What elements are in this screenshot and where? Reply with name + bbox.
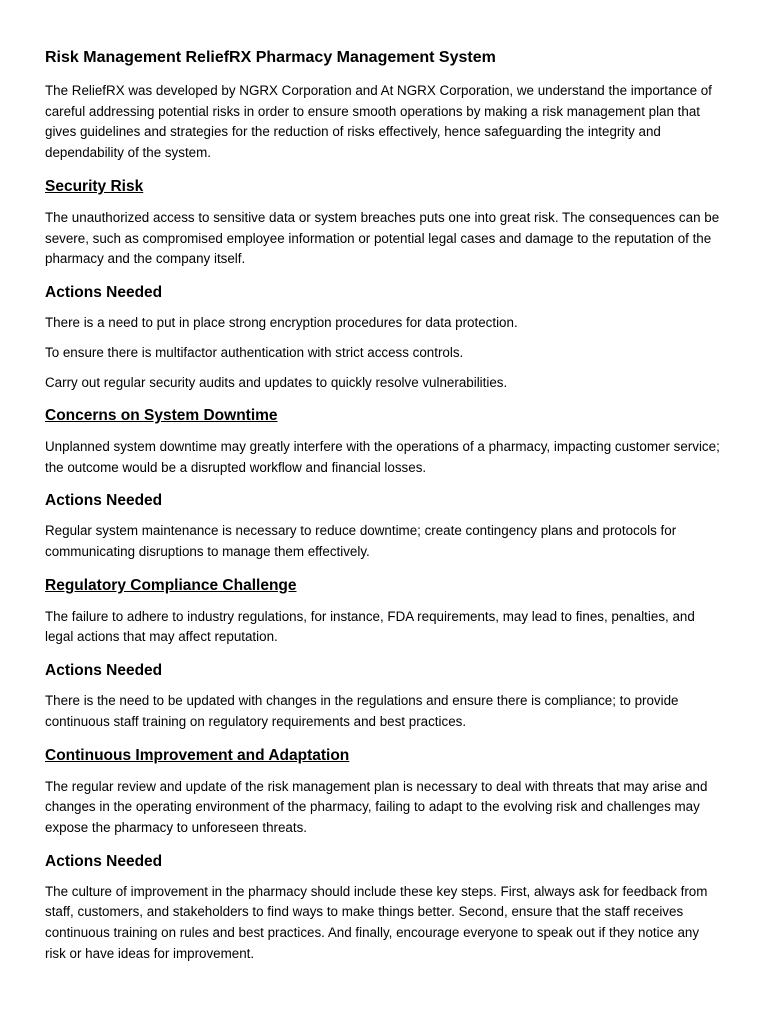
section-system-downtime xyxy=(45,405,723,563)
actions-heading: Actions Needed xyxy=(45,492,163,510)
section-heading: Security Risk xyxy=(45,177,144,195)
section-body: The failure to adhere to industry regulations, for instance, FDA requirements, may lead to fines, penalties, and legal actions that may affect reputation. xyxy=(45,608,695,645)
section-security-risk xyxy=(45,176,723,393)
section-body: The unauthorized access to sensitive data or system breaches puts one into great risk. The consequences can be severe, such as compromised employee information or potential legal cases and damage to the reputation of the pharmacy and the company itself. xyxy=(45,209,720,267)
section-continuous-improvement xyxy=(45,745,723,965)
section-body: Unplanned system downtime may greatly interfere with the operations of a pharmacy, impacting customer service; the outcome would be a disrupted workflow and financial losses. xyxy=(45,438,720,475)
section-heading: Concerns on System Downtime xyxy=(45,406,278,424)
action-item: Regular system maintenance is necessary to reduce downtime; create contingency plans and protocols for communicating disruptions to manage them effectively. xyxy=(45,523,677,560)
action-item: There is the need to be updated with changes in the regulations and ensure there is compliance; to provide continuous staff training on regulatory requirements and best practices. xyxy=(45,693,679,729)
document-title: Risk Management ReliefRX Pharmacy Management System xyxy=(45,49,496,66)
actions-heading: Actions Needed xyxy=(45,662,163,680)
intro-paragraph: The ReliefRX was developed by NGRX Corporation and At NGRX Corporation, we understand the importance of careful addressing potential risks in order to ensure smooth operations by making a risk management plan that gives guidelines and strategies for the reduction of risks effectively, hence safeguarding the integrity and dependability of the system. xyxy=(45,83,712,161)
section-body: The regular review and update of the risk management plan is necessary to deal with threats that may arise and changes in the operating environment of the pharmacy, failing to adapt to the evolving risk and challenges may expose the pharmacy to unforeseen threats. xyxy=(45,778,708,835)
actions-heading: Actions Needed xyxy=(45,283,163,301)
section-heading: Continuous Improvement and Adaptation xyxy=(45,746,350,764)
action-item: To ensure there is multifactor authentication with strict access controls. xyxy=(45,344,464,360)
action-item: The culture of improvement in the pharmacy should include these key steps. First, always ask for feedback from staff, customers, and stakeholders to find ways to make things better. Second, ensure that the staff receives continuous training on rules and best practices. And finally, encourage everyone to speak out if they notice any risk or have ideas for improvement. xyxy=(45,883,708,961)
actions-heading: Actions Needed xyxy=(45,852,163,870)
section-regulatory-compliance xyxy=(45,575,723,733)
action-item: There is a need to put in place strong encryption procedures for data protection. xyxy=(45,314,518,330)
section-heading: Regulatory Compliance Challenge xyxy=(45,576,297,594)
action-item: Carry out regular security audits and updates to quickly resolve vulnerabilities. xyxy=(45,374,508,390)
